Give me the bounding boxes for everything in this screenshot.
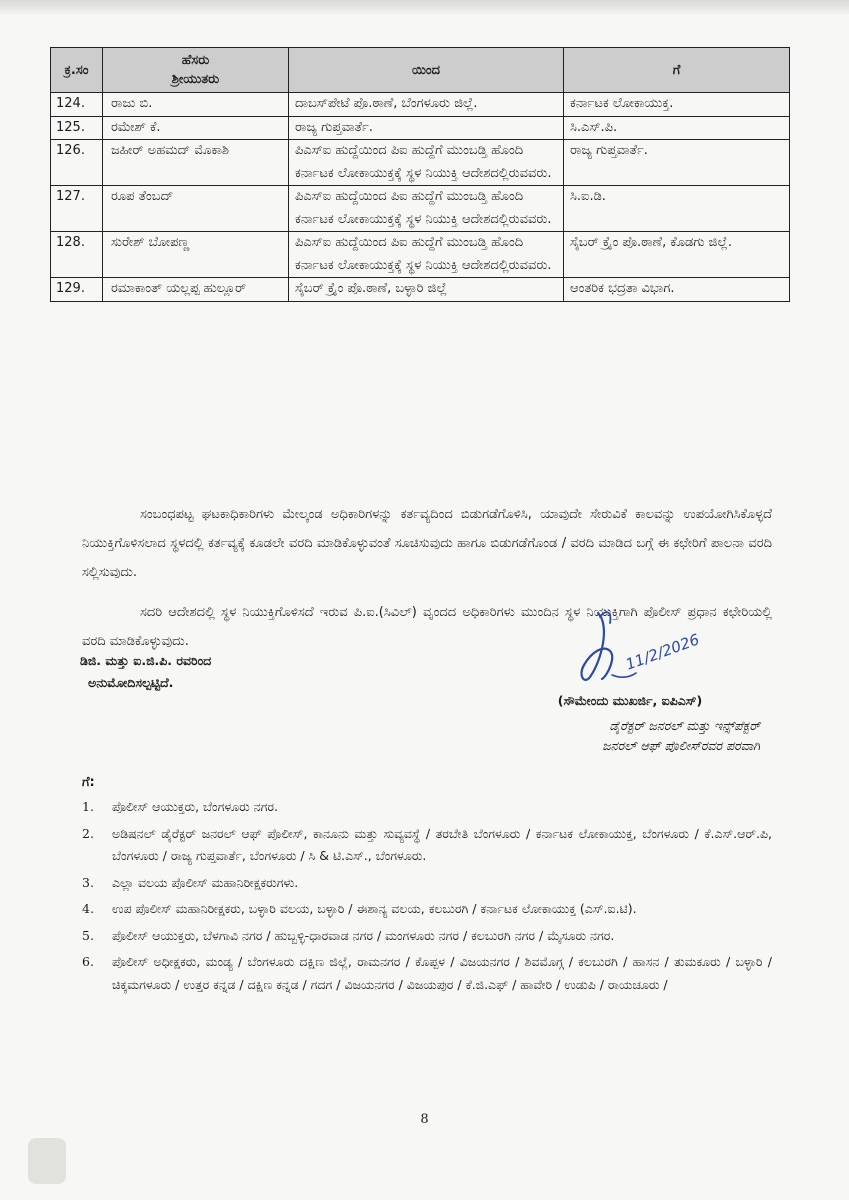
list-item xyxy=(82,951,772,996)
list-item-number: 1. xyxy=(82,799,94,814)
approval-line-2: ಅನುಮೋದಿಸಲ್ಪಟ್ಟಿದೆ. xyxy=(88,675,174,690)
scan-top-edge xyxy=(0,0,849,14)
row-to-posting: ಸೈಬರ್ ಕ್ರೈಂ ಪೊ.ಠಾಣೆ, ಕೊಡಗು ಜಿಲ್ಲೆ. xyxy=(564,232,790,278)
row-serial-number: 128. xyxy=(51,232,103,278)
row-to-posting: ಆಂತರಿಕ ಭದ್ರತಾ ವಿಭಾಗ. xyxy=(564,278,790,302)
list-item-text: ಪೊಲೀಸ್ ಆಯುಕ್ತರು, ಬೆಂಗಳೂರು ನಗರ. xyxy=(112,799,278,814)
list-item-text: ಪೊಲೀಸ್ ಆಯುಕ್ತರು, ಬೆಳಗಾವಿ ನಗರ / ಹುಬ್ಬಳ್ಳಿ-ಧಾರವಾಡ ನಗರ / ಮಂಗಳೂರು ನಗರ / ಕಲಬುರಗಿ ನಗರ / ಮೈಸೂರು ನಗರ. xyxy=(112,927,615,943)
copy-to-heading: ಗೆ: xyxy=(82,775,95,790)
header-name xyxy=(103,48,289,93)
list-item-text: ಎಲ್ಲಾ ವಲಯ ಪೊಲೀಸ್ ಮಹಾನಿರೀಕ್ಷಕರುಗಳು. xyxy=(112,874,299,890)
list-item-number: 4. xyxy=(82,901,94,916)
list-item xyxy=(82,823,772,868)
row-serial-number: 124. xyxy=(51,93,103,117)
header-to: ಗೆ xyxy=(564,48,790,93)
row-serial-number: 127. xyxy=(51,186,103,232)
page-number: 8 xyxy=(420,1112,429,1127)
table-row xyxy=(51,232,790,278)
row-officer-name: ರಮಾಕಾಂತ್ ಯಲ್ಲಪ್ಪ ಹುಲ್ಲೂರ್ xyxy=(103,278,289,302)
row-from-posting: ಪಿಎಸ್‌ಐ ಹುದ್ದೆಯಿಂದ ಪಿಐ ಹುದ್ದೆಗೆ ಮುಂಬಡ್ತಿ ಹೊಂದಿ ಕರ್ನಾಟಕ ಲೋಕಾಯುಕ್ತಕ್ಕೆ ಸ್ಥಳ ನಿಯುಕ್ತಿ ಆದೇಶದಲ್ಲಿರುವವರು. xyxy=(289,186,564,232)
list-item-number: 2. xyxy=(82,825,94,841)
handwritten-signature xyxy=(570,605,740,690)
list-item-number: 3. xyxy=(82,874,94,890)
signature-date: 11/2/2026 xyxy=(623,630,702,674)
row-officer-name: ರಮೇಶ್ ಕೆ. xyxy=(103,116,289,140)
row-to-posting: ಸಿ.ಎಸ್.ಪಿ. xyxy=(564,116,790,140)
row-officer-name: ಸುರೇಶ್ ಬೋಪಣ್ಣ xyxy=(103,232,289,278)
instruction-paragraph-1: ಸಂಬಂಧಪಟ್ಟ ಘಟಕಾಧಿಕಾರಿಗಳು ಮೇಲ್ಕಂಡ ಅಧಿಕಾರಿಗಳನ್ನು ಕರ್ತವ್ಯದಿಂದ ಬಿಡುಗಡೆಗೊಳಿಸಿ, ಯಾವುದೇ ಸೇರುವಿಕೆ ಕಾಲವನ್ನು ಉಪಯೋಗಿಸಿಕೊಳ್ಳದೆ ನಿಯುಕ್ತಿಗೊಳಿಸಲಾದ ಸ್ಥಳದಲ್ಲಿ ಕರ್ತವ್ಯಕ್ಕೆ ಕೂಡಲೇ ವರದಿ ಮಾಡಿಕೊಳ್ಳುವಂತೆ ಸೂಚಿಸುವುದು ಹಾಗೂ ಬಿಡುಗಡೆಗೊಂಡ / ವರದಿ ಮಾಡಿದ ಬಗ್ಗೆ ಈ ಕಛೇರಿಗೆ ಪಾಲನಾ ವರದಿ ಸಲ್ಲಿಸುವುದು. xyxy=(82,507,772,580)
table-row xyxy=(51,186,790,232)
row-serial-number: 129. xyxy=(51,278,103,302)
header-name-line1: ಹೆಸರು xyxy=(181,53,210,68)
row-to-posting: ಕರ್ನಾಟಕ ಲೋಕಾಯುಕ್ತ. xyxy=(564,93,790,117)
row-to-posting: ಸಿ.ಐ.ಡಿ. xyxy=(564,186,790,232)
approval-note xyxy=(80,650,334,694)
row-officer-name: ರೂಪ ತೆಂಬದ್ xyxy=(103,186,289,232)
list-item xyxy=(82,925,772,948)
row-serial-number: 125. xyxy=(51,116,103,140)
list-item xyxy=(82,872,772,895)
row-from-posting: ಪಿಎಸ್‌ಐ ಹುದ್ದೆಯಿಂದ ಪಿಐ ಹುದ್ದೆಗೆ ಮುಂಬಡ್ತಿ ಹೊಂದಿ ಕರ್ನಾಟಕ ಲೋಕಾಯುಕ್ತಕ್ಕೆ ಸ್ಥಳ ನಿಯುಕ್ತಿ ಆದೇಶದಲ್ಲಿರುವವರು. xyxy=(289,140,564,186)
list-item-number: 6. xyxy=(82,954,94,969)
list-item xyxy=(82,796,772,819)
header-name-line2: ಶ್ರೀಯುತರು xyxy=(171,72,220,87)
row-to-posting: ರಾಜ್ಯ ಗುಪ್ತವಾರ್ತೆ. xyxy=(564,140,790,186)
row-from-posting: ದಾಬಸ್‌ಪೇಟೆ ಪೊ.ಠಾಣೆ, ಬೆಂಗಳೂರು ಜಿಲ್ಲೆ. xyxy=(289,93,564,117)
table-header-row xyxy=(51,48,790,93)
list-item-text: ಅಡಿಷನಲ್ ಡೈರೆಕ್ಟರ್ ಜನರಲ್ ಆಫ್ ಪೊಲೀಸ್, ಕಾನೂನು ಮತ್ತು ಸುವ್ಯವಸ್ಥೆ / ತರಬೇತಿ ಬೆಂಗಳೂರು / ಕರ್ನಾಟಕ ಲೋಕಾಯುಕ್ತ, ಬೆಂಗಳೂರು / ಕೆ.ಎಸ್.ಆರ್.ಪಿ, ಬೆಂಗಳೂರು / ರಾಜ್ಯ ಗುಪ್ತವಾರ್ತೆ, ಬೆಂಗಳೂರು / ಸಿ & ಟಿ.ಎಸ್., ಬೆಂಗಳೂರು. xyxy=(112,825,772,863)
table-row xyxy=(51,93,790,117)
row-from-posting: ರಾಜ್ಯ ಗುಪ್ತವಾರ್ತೆ. xyxy=(289,116,564,140)
viewer-corner-button[interactable] xyxy=(28,1138,66,1184)
list-item-number: 5. xyxy=(82,927,94,943)
instruction-paragraph-2: ಸದರಿ ಆದೇಶದಲ್ಲಿ ಸ್ಥಳ ನಿಯುಕ್ತಿಗೊಳಿಸದೆ ಇರುವ ಪಿ.ಐ.(ಸಿವಿಲ್) ವೃಂದದ ಅಧಿಕಾರಿಗಳು ಮುಂದಿನ ಸ್ಥಳ ನಿಯುಕ್ತಿಗಾಗಿ ಪೊಲೀಸ್ ಪ್ರಧಾನ ಕಛೇರಿಯಲ್ಲಿ ವರದಿ ಮಾಡಿಕೊಳ್ಳುವುದು. xyxy=(82,605,772,649)
header-serial-number: ಕ್ರ.ಸಂ xyxy=(51,48,103,93)
designation-line-1: ಡೈರೆಕ್ಟರ್ ಜನರಲ್ ಮತ್ತು ಇನ್ಸ್‌ಪೆಕ್ಟರ್ xyxy=(609,718,760,733)
table-row xyxy=(51,278,790,302)
row-officer-name: ಜಹೀರ್ ಅಹಮದ್ ಮೊಕಾಶಿ xyxy=(103,140,289,186)
header-from: ಯಿಂದ xyxy=(289,48,564,93)
designation-line-2: ಜನರಲ್ ಆಫ್ ಪೊಲೀಸ್‌ರವರ ಪರವಾಗಿ xyxy=(602,738,760,753)
list-item-text: ಪೊಲೀಸ್ ಅಧೀಕ್ಷಕರು, ಮಂಡ್ಯ / ಬೆಂಗಳೂರು ದಕ್ಷಿಣ ಜಿಲ್ಲೆ, ರಾಮನಗರ / ಕೊಪ್ಪಳ / ವಿಜಯನಗರ / ಶಿವಮೊಗ್ಗ / ಕಲಬುರಗಿ / ಹಾಸನ / ತುಮಕೂರು / ಬಳ್ಳಾರಿ / ಚಿಕ್ಕಮಗಳೂರು / ಉತ್ತರ ಕನ್ನಡ / ದಕ್ಷಿಣ ಕನ್ನಡ / ಗದಗ / ವಿಜಯನಗರ / ವಿಜಯಪುರ / ಕೆ.ಜಿ.ಎಫ್ / ಹಾವೇರಿ / ಉಡುಪಿ / ರಾಯಚೂರು / xyxy=(112,954,772,992)
signatory-designation xyxy=(440,716,760,756)
table-row xyxy=(51,116,790,140)
transfer-table xyxy=(50,47,790,302)
row-officer-name: ರಾಜು ಬಿ. xyxy=(103,93,289,117)
approval-line-1: ಡಿಜಿ. ಮತ್ತು ಐ.ಜಿ.ಪಿ. ರವರಿಂದ xyxy=(80,653,212,668)
signatory-name: (ಸೌಮೇಂದು ಮುಖರ್ಜಿ, ಐಪಿಎಸ್) xyxy=(557,693,703,708)
row-serial-number: 126. xyxy=(51,140,103,186)
copy-to-list xyxy=(82,796,772,1000)
list-item xyxy=(82,898,772,921)
table-row xyxy=(51,140,790,186)
list-item-text: ಉಪ ಪೊಲೀಸ್ ಮಹಾನಿರೀಕ್ಷಕರು, ಬಳ್ಳಾರಿ ವಲಯ, ಬಳ್ಳಾರಿ / ಈಶಾನ್ಯ ವಲಯ, ಕಲಬುರಗಿ / ಕರ್ನಾಟಕ ಲೋಕಾಯುಕ್ತ (ಎಸ್.ಐ.ಟಿ). xyxy=(112,901,637,916)
row-from-posting: ಸೈಬರ್ ಕ್ರೈಂ ಪೊ.ಠಾಣೆ, ಬಳ್ಳಾರಿ ಜಿಲ್ಲೆ xyxy=(289,278,564,302)
row-from-posting: ಪಿಎಸ್‌ಐ ಹುದ್ದೆಯಿಂದ ಪಿಐ ಹುದ್ದೆಗೆ ಮುಂಬಡ್ತಿ ಹೊಂದಿ ಕರ್ನಾಟಕ ಲೋಕಾಯುಕ್ತಕ್ಕೆ ಸ್ಥಳ ನಿಯುಕ್ತಿ ಆದೇಶದಲ್ಲಿರುವವರು. xyxy=(289,232,564,278)
